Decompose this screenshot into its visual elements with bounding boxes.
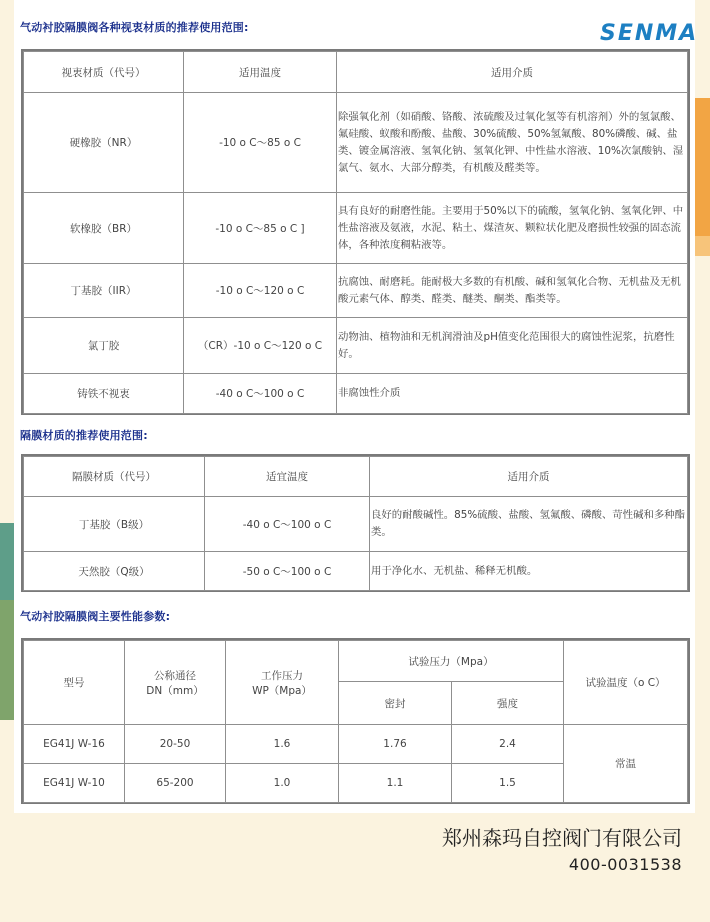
temp-cell: （CR）-10 o C～120 o C (184, 318, 337, 374)
header-seal: 密封 (339, 682, 452, 725)
media-cell: 非腐蚀性介质 (337, 374, 688, 414)
lining-material-table (21, 49, 690, 415)
diaphragm-material-table (21, 454, 690, 592)
temp-cell: -40 o C～100 o C (184, 374, 337, 414)
wp-cell: 1.6 (226, 725, 339, 764)
company-name: 郑州森玛自控阀门有限公司 (442, 826, 682, 850)
material-cell: 天然胶（Q级） (24, 552, 205, 591)
temp-cell: -40 o C～100 o C (205, 497, 370, 552)
table-row (24, 497, 688, 552)
section-2-title: 隔膜材质的推荐使用范围: (20, 429, 148, 442)
header-wp (226, 641, 339, 725)
header-dn (125, 641, 226, 725)
header-test-temp: 试验温度（o C） (564, 641, 688, 725)
seal-cell: 1.1 (339, 764, 452, 803)
table-row (24, 725, 688, 764)
header-diaphragm-material: 隔膜材质（代号） (24, 457, 205, 497)
seal-cell: 1.76 (339, 725, 452, 764)
header-test-pressure: 试验压力（Mpa） (339, 641, 564, 682)
material-cell: 软橡胶（BR） (24, 193, 184, 264)
media-cell: 具有良好的耐磨性能。主要用于50%以下的硫酸，氢氧化钠、氢氧化钾、中性盐溶液及氨液，水泥、粘土、煤渣灰、颗粒状化肥及磨损性较强的固态流体，各种浓度稠粘液等。 (337, 193, 688, 264)
temp-cell: -50 o C～100 o C (205, 552, 370, 591)
header-temp: 适宜温度 (205, 457, 370, 497)
temp-cell: -10 o C～85 o C (184, 93, 337, 193)
table-row (24, 264, 688, 318)
media-cell: 用于净化水、无机盐、稀释无机酸。 (370, 552, 688, 591)
header-lining-material: 视衷材质（代号） (24, 52, 184, 93)
material-cell: 丁基胶（IIR） (24, 264, 184, 318)
header-model: 型号 (24, 641, 125, 725)
table-row (24, 318, 688, 374)
wp-cell: 1.0 (226, 764, 339, 803)
header-wp-label: 工作压力 (261, 669, 303, 682)
company-phone: 400-0031538 (568, 855, 682, 874)
media-cell: 良好的耐酸碱性。85%硫酸、盐酸、氢氟酸、磷酸、苛性碱和多种酯类。 (370, 497, 688, 552)
media-cell: 动物油、植物油和无机润滑油及pH值变化范围很大的腐蚀性泥浆，抗磨性好。 (337, 318, 688, 374)
dn-cell: 20-50 (125, 725, 226, 764)
section-1-title: 气动衬胶隔膜阀各种视衷材质的推荐使用范围: (20, 21, 249, 34)
senma-logo: SENMA (600, 21, 699, 46)
performance-table (21, 638, 690, 804)
section-3-title: 气动衬胶隔膜阀主要性能参数: (20, 610, 171, 623)
temp-cell: -10 o C～85 o C ] (184, 193, 337, 264)
header-temp: 适用温度 (184, 52, 337, 93)
media-cell: 除强氧化剂（如硝酸、铬酸、浓硫酸及过氧化氢等有机溶剂）外的氢氯酸、氟硅酸、蚁酸和酚酸、盐酸、30%硫酸、50%氢氟酸、80%磷酸、碱、盐类、镀金属溶液、氢氧化钠、氢氧化钾、中性盐水溶液、10%次氯酸钠、湿氯气、氨水、大部分醇类，有机酸及醛类等。 (337, 93, 688, 193)
header-media: 适用介质 (337, 52, 688, 93)
material-cell: 硬橡胶（NR） (24, 93, 184, 193)
decor-stripe-right (695, 98, 710, 236)
material-cell: 铸铁不视衷 (24, 374, 184, 414)
temp-cell: -10 o C～120 o C (184, 264, 337, 318)
model-cell: EG41J W-10 (24, 764, 125, 803)
media-cell: 抗腐蚀、耐磨耗。能耐极大多数的有机酸、碱和氢氧化合物、无机盐及无机酸元素气体、醇类、醛类、醚类、酮类、酯类等。 (337, 264, 688, 318)
header-media: 适用介质 (370, 457, 688, 497)
table-row (24, 552, 688, 591)
header-wp-unit: WP（Mpa） (252, 684, 312, 697)
test-temp-cell: 常温 (564, 725, 688, 803)
table-row (24, 374, 688, 414)
header-dn-unit: DN（mm） (146, 684, 204, 697)
decor-stripe-left-2 (0, 600, 14, 720)
header-dn-label: 公称通径 (154, 669, 196, 682)
dn-cell: 65-200 (125, 764, 226, 803)
material-cell: 氯丁胶 (24, 318, 184, 374)
decor-stripe-right-2 (695, 236, 710, 256)
header-strength: 强度 (452, 682, 564, 725)
table-row (24, 93, 688, 193)
strength-cell: 1.5 (452, 764, 564, 803)
model-cell: EG41J W-16 (24, 725, 125, 764)
strength-cell: 2.4 (452, 725, 564, 764)
table-row (24, 193, 688, 264)
material-cell: 丁基胶（B级） (24, 497, 205, 552)
